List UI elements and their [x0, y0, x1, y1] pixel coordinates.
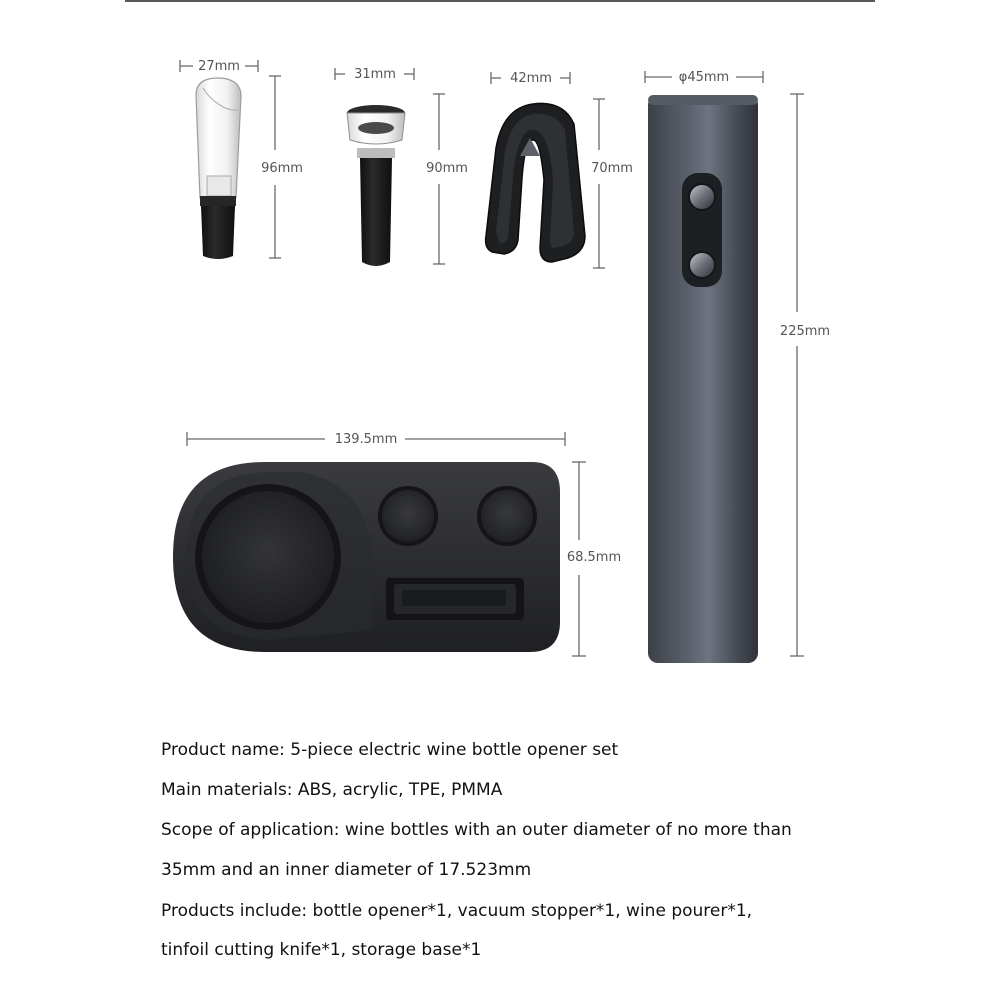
- materials-line: Main materials: ABS, acrylic, TPE, PMMA: [161, 780, 503, 800]
- foil-cutter: [486, 103, 585, 262]
- electric-opener: [648, 95, 758, 663]
- close-button: [689, 252, 715, 278]
- opener-height-label: 225mm: [779, 324, 831, 339]
- base-width-label: 139.5mm: [334, 432, 398, 447]
- stopper-height-label: 90mm: [426, 161, 468, 176]
- cutter-height-label: 70mm: [591, 161, 633, 176]
- stopper-dimensions: [335, 67, 468, 264]
- product-name-line: Product name: 5-piece electric wine bottle opener set: [161, 740, 619, 760]
- scope-line-1: Scope of application: wine bottles with an outer diameter of no more than: [161, 820, 792, 840]
- includes-line-2: tinfoil cutting knife*1, storage base*1: [161, 940, 482, 960]
- scope-line-2: 35mm and an inner diameter of 17.523mm: [161, 860, 532, 880]
- pourer-width-label: 27mm: [198, 59, 240, 74]
- wine-pourer: [196, 78, 241, 259]
- cutter-width-label: 42mm: [510, 71, 552, 86]
- storage-base: [173, 462, 560, 652]
- stopper-width-label: 31mm: [354, 67, 396, 82]
- includes-line-1: Products include: bottle opener*1, vacuum stopper*1, wine pourer*1,: [161, 901, 753, 921]
- pourer-height-label: 96mm: [261, 161, 303, 176]
- opener-diameter-label: φ45mm: [678, 70, 730, 85]
- vacuum-stopper: [347, 105, 405, 266]
- open-button: [689, 184, 715, 210]
- base-height-label: 68.5mm: [566, 550, 622, 565]
